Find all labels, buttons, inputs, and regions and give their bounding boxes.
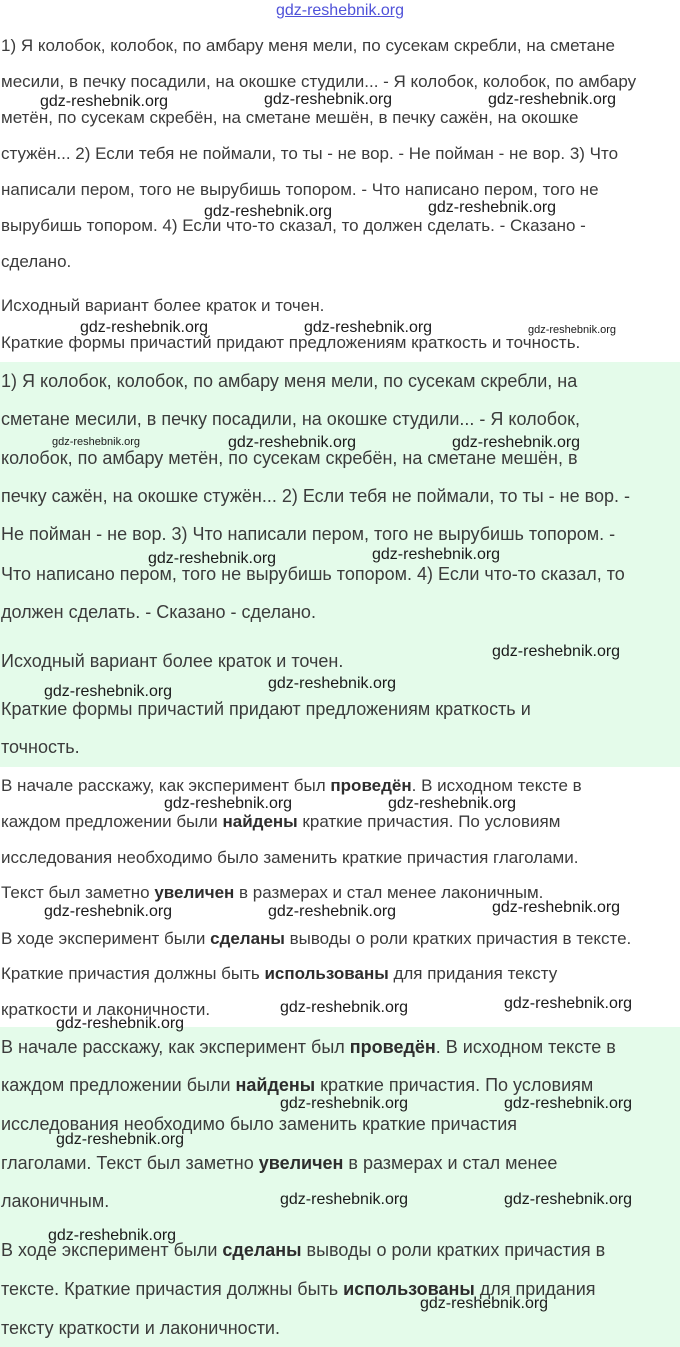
note-text: точность. [1, 737, 80, 757]
watermark: gdz-reshebnik.org [80, 319, 209, 336]
note-text: Краткие формы причастий придают предложениям краткость и точность. [1, 333, 581, 352]
text-line: Текст был заметно увеличен в размерах и стал менее лаконичным. [1, 883, 544, 902]
watermark: gdz-reshebnik.org [492, 643, 621, 660]
answer-block-2 [0, 767, 680, 1027]
watermark: gdz-reshebnik.org [268, 903, 397, 920]
watermark: gdz-reshebnik.org [44, 683, 173, 700]
watermark: gdz-reshebnik.org [304, 319, 433, 336]
conclusion-text: Исходный вариант более краток и точен. [1, 296, 325, 315]
watermark: gdz-reshebnik.org [504, 995, 633, 1012]
text-line: каждом предложении были найдены краткие причастия. По условиям [1, 812, 561, 831]
text-line: должен сделать. - Сказано - сделано. [1, 602, 316, 622]
watermark: gdz-reshebnik.org [452, 434, 581, 451]
note-text: Краткие формы причастий придают предложениям краткость и [1, 699, 531, 719]
text-line: Что написано пером, того не вырубишь топором. 4) Если что-то сказал, то [1, 564, 625, 584]
text-line: В ходе эксперимент были сделаны выводы о роли кратких причастия в [1, 1240, 606, 1260]
watermark: gdz-reshebnik.org [228, 434, 357, 451]
site-link[interactable]: gdz-reshebnik.org [275, 2, 405, 19]
watermark: gdz-reshebnik.org [164, 795, 293, 812]
watermark: gdz-reshebnik.org [492, 899, 621, 916]
watermark: gdz-reshebnik.org [280, 999, 409, 1016]
text-line: печку сажён, на окошке стужён... 2) Если тебя не поймали, то ты - не вор. - [1, 486, 630, 506]
text-line: сделано. [1, 252, 72, 271]
text-line: Не пойман - не вор. 3) Что написали пером, того не вырубишь топором. - [1, 524, 616, 544]
watermark: gdz-reshebnik.org [56, 1015, 185, 1032]
text-line: стужён... 2) Если тебя не поймали, то ты - не вор. - Не пойман - не вор. 3) Что [1, 144, 619, 163]
watermark: gdz-reshebnik.org [264, 91, 393, 108]
watermark: gdz-reshebnik.org [528, 324, 617, 336]
watermark: gdz-reshebnik.org [504, 1191, 633, 1208]
text-line: написали пером, того не вырубишь топором. - Что написано пером, того не [1, 180, 599, 199]
watermark: gdz-reshebnik.org [48, 1227, 177, 1244]
answer-block-2-highlighted [0, 1027, 680, 1347]
watermark: gdz-reshebnik.org [388, 795, 517, 812]
watermark: gdz-reshebnik.org [40, 93, 169, 110]
text-line: колобок, по амбару метён, по сусекам скребён, на сметане мешён, в [1, 448, 578, 468]
text-line: месили, в печку посадили, на окошке студили... - Я колобок, колобок, по амбару [1, 72, 637, 91]
text-line: 1) Я колобок, колобок, по амбару меня мели, по сусекам скребли, на [1, 371, 578, 391]
watermark: gdz-reshebnik.org [428, 199, 557, 216]
watermark: gdz-reshebnik.org [488, 91, 617, 108]
text-line: Краткие причастия должны быть использованы для придания тексту [1, 964, 558, 983]
watermark: gdz-reshebnik.org [204, 203, 333, 220]
watermark: gdz-reshebnik.org [52, 436, 141, 448]
text-line: метён, по сусекам скребён, на сметане мешён, в печку сажён, на окошке [1, 108, 579, 127]
text-line: глаголами. Текст был заметно увеличен в размерах и стал менее [1, 1153, 558, 1173]
text-line: лаконичным. [1, 1191, 110, 1211]
text-line: сметане месили, в печку посадили, на окошке студили... - Я колобок, [1, 409, 581, 429]
text-line: В начале расскажу, как эксперимент был проведён. В исходном тексте в [1, 1037, 616, 1057]
text-line: каждом предложении были найдены краткие причастия. По условиям [1, 1075, 594, 1095]
watermark: gdz-reshebnik.org [372, 546, 501, 563]
text-line: В начале расскажу, как эксперимент был проведён. В исходном тексте в [1, 776, 582, 795]
watermark: gdz-reshebnik.org [268, 675, 397, 692]
watermark: gdz-reshebnik.org [56, 1131, 185, 1148]
text-line: краткости и лаконичности. [1, 1000, 211, 1019]
text-line: исследования необходимо было заменить краткие причастия глаголами. [1, 848, 579, 867]
watermark: gdz-reshebnik.org [280, 1191, 409, 1208]
text-line: исследования необходимо было заменить краткие причастия [1, 1114, 517, 1134]
watermark: gdz-reshebnik.org [280, 1095, 409, 1112]
watermark: gdz-reshebnik.org [148, 550, 277, 567]
answer-block-1 [0, 0, 680, 362]
watermark: gdz-reshebnik.org [504, 1095, 633, 1112]
text-line: тексте. Краткие причастия должны быть использованы для придания [1, 1279, 596, 1299]
text-line: вырубишь топором. 4) Если что-то сказал, то должен сделать. - Сказано - [1, 216, 586, 235]
watermark: gdz-reshebnik.org [420, 1295, 549, 1312]
answer-block-1-highlighted [0, 362, 680, 767]
text-line: тексту краткости и лаконичности. [1, 1318, 280, 1338]
conclusion-text: Исходный вариант более краток и точен. [1, 651, 344, 671]
text-line: 1) Я колобок, колобок, по амбару меня мели, по сусекам скребли, на сметане [1, 36, 615, 55]
text-line: В ходе эксперимент были сделаны выводы о роли кратких причастия в тексте. [1, 929, 632, 948]
watermark: gdz-reshebnik.org [44, 903, 173, 920]
